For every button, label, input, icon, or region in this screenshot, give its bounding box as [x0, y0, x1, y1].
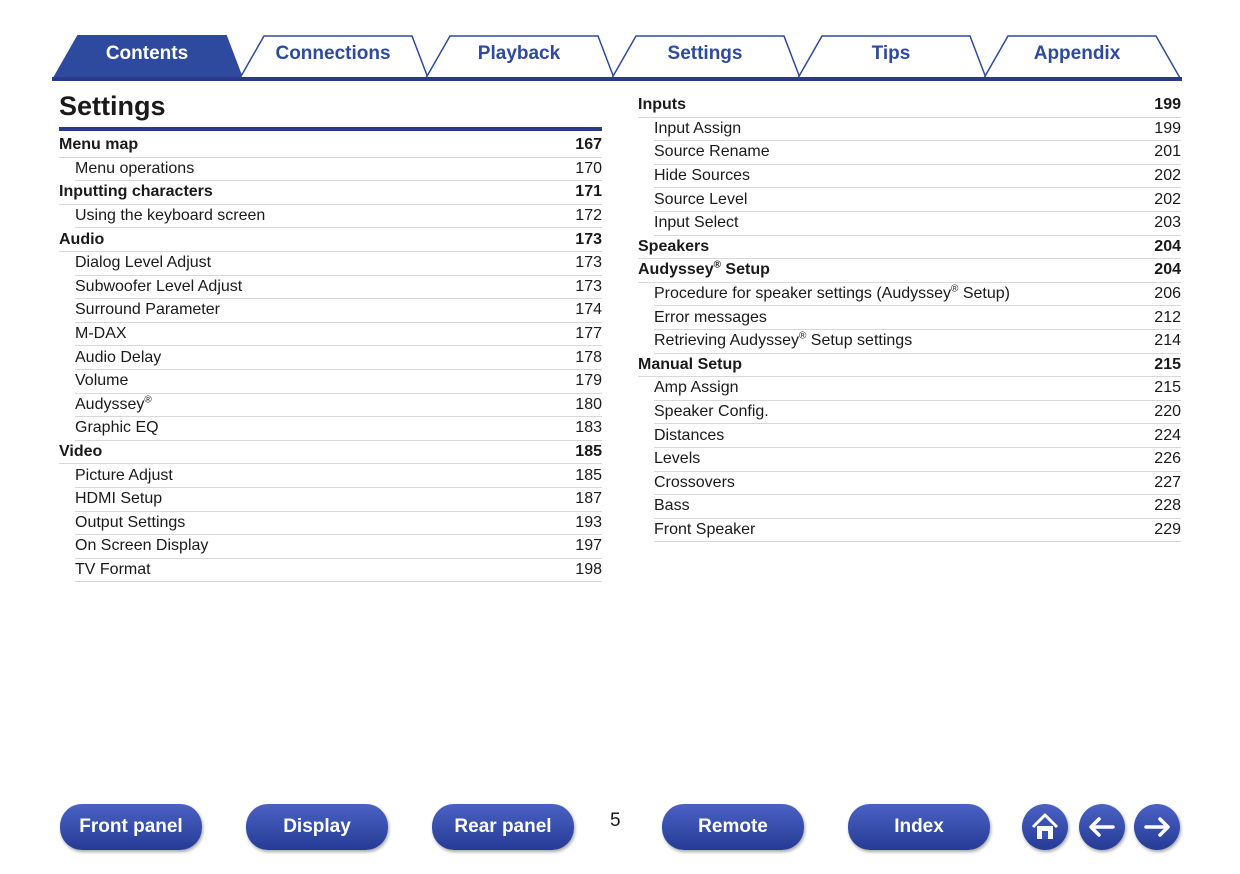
back-button[interactable]	[1079, 804, 1125, 850]
toc-entry-title: Audio Delay	[75, 348, 162, 366]
toc-entry[interactable]	[75, 370, 602, 394]
toc-entry-title: Source Level	[654, 190, 748, 208]
toc-entry[interactable]	[654, 519, 1181, 543]
toc-entry[interactable]	[75, 299, 602, 323]
toc-page-number: 193	[575, 513, 602, 531]
toc-entry[interactable]	[654, 377, 1181, 401]
toc-entry-title: Bass	[654, 497, 690, 515]
toc-heading[interactable]	[59, 441, 602, 465]
toc-entry[interactable]	[75, 535, 602, 559]
toc-entry-title: Volume	[75, 372, 129, 390]
toc-heading[interactable]	[59, 134, 602, 158]
tab-contents[interactable]	[52, 34, 242, 78]
toc-page-number: 170	[575, 159, 602, 177]
toc-page-number: 172	[575, 207, 602, 225]
toc-entry-title: Surround Parameter	[75, 301, 220, 319]
toc-page-number: 202	[1154, 190, 1181, 208]
index-button[interactable]: Index	[848, 804, 990, 850]
arrow-right-icon	[1134, 804, 1180, 850]
toc-entry-title: Menu map	[59, 136, 139, 154]
toc-entry-title: M-DAX	[75, 325, 127, 343]
toc-page-number: 204	[1154, 261, 1181, 279]
toc-page-number: 214	[1154, 332, 1181, 350]
toc-page-number: 185	[575, 466, 602, 484]
remote-button[interactable]: Remote	[662, 804, 804, 850]
toc-page-number: 215	[1154, 379, 1181, 397]
toc-entry-title: Using the keyboard screen	[75, 207, 266, 225]
toc-entry[interactable]	[75, 488, 602, 512]
toc-entry-title: Audyssey® Setup	[638, 260, 770, 279]
toc-entry[interactable]	[75, 205, 602, 229]
toc-page-number: 212	[1154, 308, 1181, 326]
toc-entry[interactable]	[654, 165, 1181, 189]
toc-page-number: 229	[1154, 520, 1181, 538]
toc-heading[interactable]	[638, 259, 1181, 283]
toc-page-number: 201	[1154, 143, 1181, 161]
toc-page-number: 185	[575, 443, 602, 461]
toc-entry[interactable]	[654, 495, 1181, 519]
tab-label: Appendix	[1033, 43, 1121, 64]
toc-entry-title: Levels	[654, 450, 701, 468]
toc-entry-title: Hide Sources	[654, 167, 751, 185]
toc-entry[interactable]	[654, 212, 1181, 236]
toc-page-number: 206	[1154, 285, 1181, 303]
tab-settings[interactable]	[610, 34, 800, 78]
tab-underline	[52, 77, 1182, 81]
toc-page-number: 167	[575, 136, 602, 154]
tab-tips[interactable]	[796, 34, 986, 78]
page-number: 5	[610, 810, 621, 831]
toc-page-number: 228	[1154, 497, 1181, 515]
toc-entry-title: Dialog Level Adjust	[75, 254, 212, 272]
tab-label: Tips	[871, 43, 911, 64]
toc-page-number: 171	[575, 183, 602, 201]
toc-entry-title: Picture Adjust	[75, 466, 173, 484]
toc-entry[interactable]	[654, 401, 1181, 425]
toc-heading[interactable]	[638, 354, 1181, 378]
toc-entry[interactable]	[75, 512, 602, 536]
toc-entry-title: Video	[59, 443, 103, 461]
toc-entry[interactable]	[654, 188, 1181, 212]
toc-entry-title: Subwoofer Level Adjust	[75, 277, 243, 295]
front-panel-button[interactable]: Front panel	[60, 804, 202, 850]
toc-page-number: 220	[1154, 403, 1181, 421]
home-icon	[1022, 804, 1068, 850]
toc-page-number: 173	[575, 230, 602, 248]
toc-heading[interactable]	[59, 181, 602, 205]
toc-entry[interactable]	[654, 118, 1181, 142]
toc-page-number: 203	[1154, 214, 1181, 232]
toc-entry[interactable]	[654, 306, 1181, 330]
toc-entry-title: Inputting characters	[59, 183, 213, 201]
toc-entry-title: Retrieving Audyssey® Setup settings	[654, 330, 913, 350]
tab-label: Settings	[667, 43, 743, 64]
toc-entry[interactable]	[654, 448, 1181, 472]
tab-label: Contents	[105, 43, 189, 64]
toc-entry[interactable]	[654, 283, 1181, 307]
tab-appendix[interactable]	[982, 34, 1172, 78]
page-title: Settings	[59, 91, 166, 121]
toc-page-number: 173	[575, 277, 602, 295]
toc-entry[interactable]	[75, 417, 602, 441]
toc-entry[interactable]	[75, 464, 602, 488]
toc-entry-title: Input Select	[654, 214, 739, 232]
rear-panel-button[interactable]: Rear panel	[432, 804, 574, 850]
home-button[interactable]	[1022, 804, 1068, 850]
tab-label: Playback	[477, 43, 561, 64]
toc-right-column	[638, 94, 1181, 542]
toc-page-number: 173	[575, 254, 602, 272]
toc-page-number: 179	[575, 372, 602, 390]
toc-heading[interactable]	[638, 236, 1181, 260]
forward-button[interactable]	[1134, 804, 1180, 850]
chapter-tabs	[52, 34, 1182, 80]
toc-entry-title: Speaker Config.	[654, 403, 769, 421]
title-rule	[59, 127, 602, 131]
toc-entry-title: TV Format	[75, 560, 151, 578]
tab-label: Connections	[275, 43, 391, 64]
arrow-left-icon	[1079, 804, 1125, 850]
toc-page-number: 187	[575, 490, 602, 508]
toc-entry[interactable]	[75, 346, 602, 370]
toc-entry[interactable]	[654, 141, 1181, 165]
tab-connections[interactable]	[238, 34, 428, 78]
toc-entry-title: Input Assign	[654, 119, 742, 137]
toc-entry-title: Graphic EQ	[75, 419, 159, 437]
toc-page-number: 204	[1154, 237, 1181, 255]
toc-page-number: 224	[1154, 426, 1181, 444]
toc-entry[interactable]	[75, 394, 602, 418]
toc-entry-title: Output Settings	[75, 513, 186, 531]
toc-entry[interactable]	[654, 330, 1181, 354]
toc-entry-title: Menu operations	[75, 159, 195, 177]
toc-entry-title: Source Rename	[654, 143, 770, 161]
toc-entry-title: HDMI Setup	[75, 490, 163, 508]
toc-entry-title: Speakers	[638, 237, 710, 255]
toc-page-number: 174	[575, 301, 602, 319]
toc-heading[interactable]	[638, 94, 1181, 118]
toc-entry[interactable]	[654, 424, 1181, 448]
tab-playback[interactable]	[424, 34, 614, 78]
toc-page-number: 199	[1154, 119, 1181, 137]
toc-page-number: 177	[575, 325, 602, 343]
toc-entry-title: Audyssey®	[75, 394, 152, 413]
toc-entry[interactable]	[75, 323, 602, 347]
toc-entry-title: Inputs	[638, 96, 686, 114]
toc-entry[interactable]	[75, 158, 602, 182]
toc-page-number: 197	[575, 537, 602, 555]
toc-page-number: 183	[575, 419, 602, 437]
toc-page-number: 227	[1154, 473, 1181, 491]
toc-entry-title: Amp Assign	[654, 379, 739, 397]
toc-page-number: 198	[575, 560, 602, 578]
toc-page-number: 226	[1154, 450, 1181, 468]
toc-entry[interactable]	[75, 252, 602, 276]
toc-entry[interactable]	[654, 472, 1181, 496]
toc-page-number: 202	[1154, 167, 1181, 185]
toc-entry[interactable]	[75, 559, 602, 583]
toc-entry-title: Front Speaker	[654, 520, 756, 538]
toc-entry-title: Manual Setup	[638, 355, 743, 373]
toc-entry-title: Error messages	[654, 308, 767, 326]
toc-page-number: 199	[1154, 96, 1181, 114]
toc-page-number: 180	[575, 395, 602, 413]
toc-entry-title: Crossovers	[654, 473, 735, 491]
toc-left-column	[59, 134, 602, 582]
toc-page-number: 178	[575, 348, 602, 366]
toc-entry-title: On Screen Display	[75, 537, 209, 555]
toc-entry-title: Distances	[654, 426, 725, 444]
toc-entry-title: Procedure for speaker settings (Audyssey® Setup)	[654, 283, 1010, 303]
display-button[interactable]: Display	[246, 804, 388, 850]
toc-page-number: 215	[1154, 355, 1181, 373]
toc-entry-title: Audio	[59, 230, 105, 248]
toc-entry[interactable]	[75, 276, 602, 300]
toc-heading[interactable]	[59, 228, 602, 252]
